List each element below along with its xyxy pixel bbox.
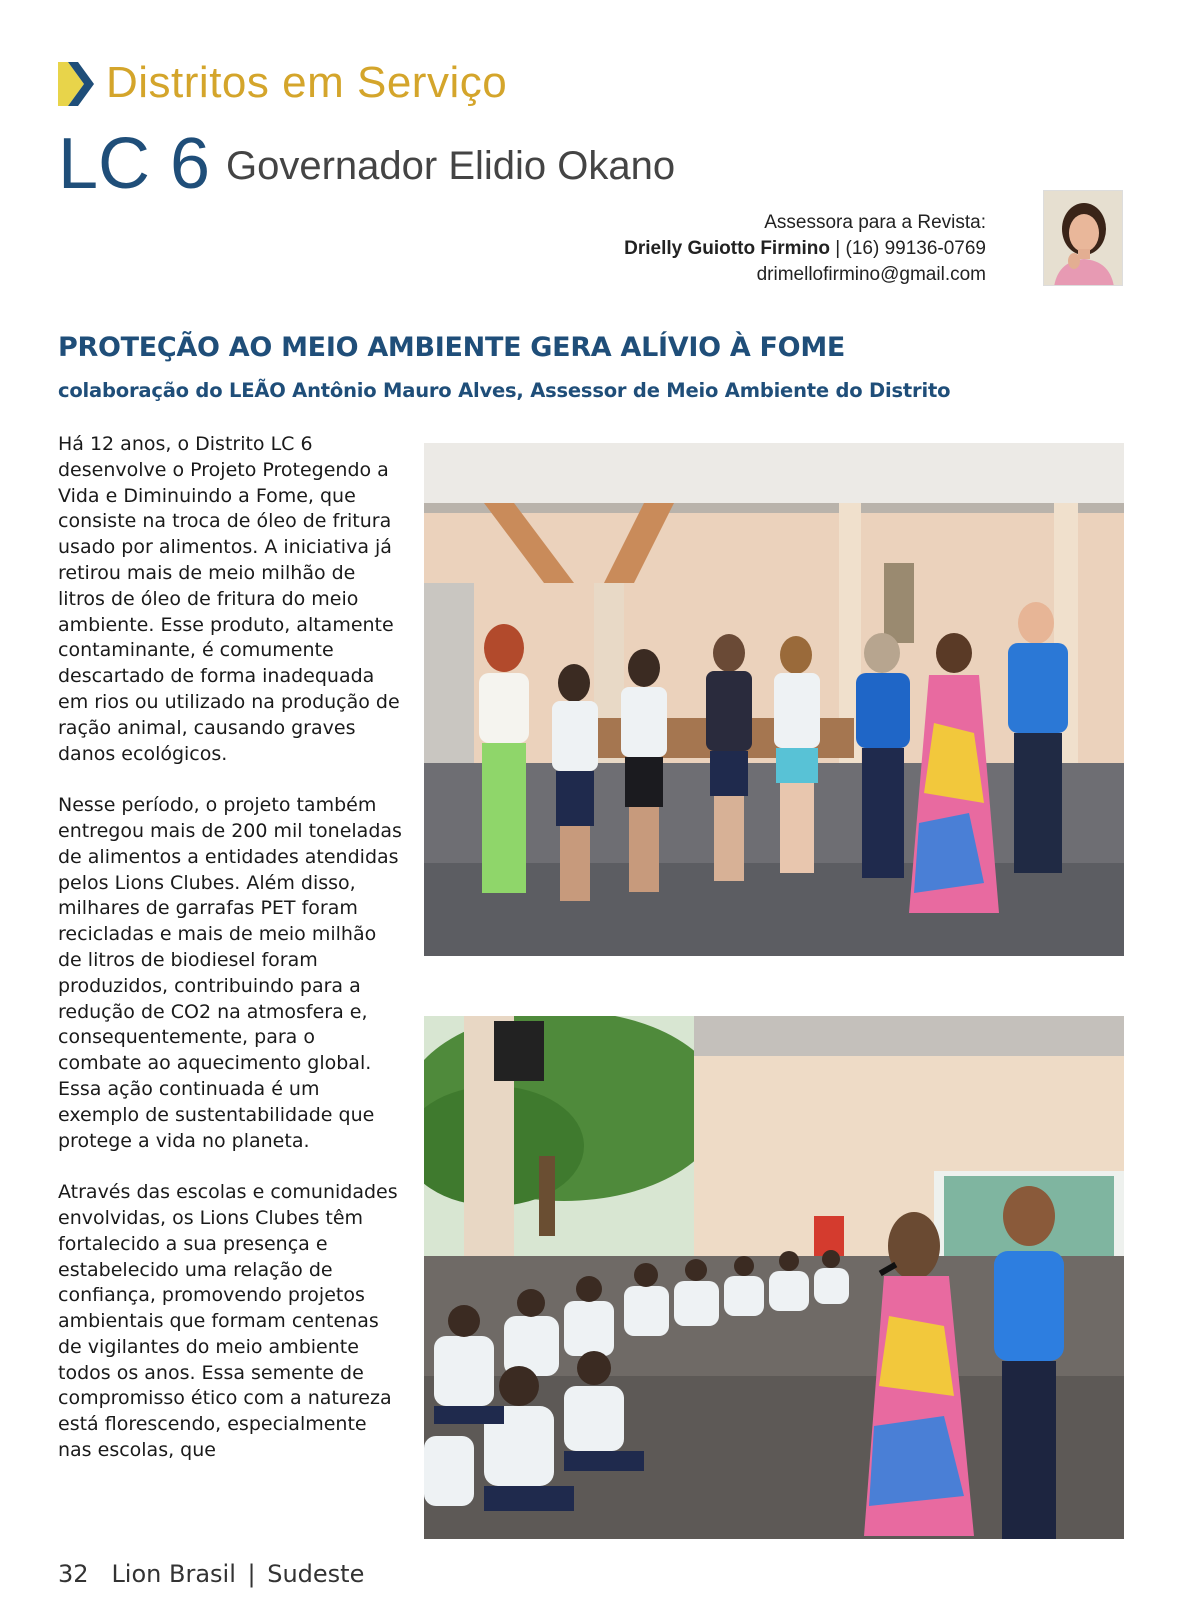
page-footer: 32 Lion Brasil | Sudeste xyxy=(58,1560,365,1588)
section-title: Distritos em Serviço xyxy=(106,58,508,107)
students-photo xyxy=(424,1016,1124,1539)
assessor-contact xyxy=(624,236,986,262)
assessor-phone: | (16) 99136-0769 xyxy=(835,238,986,259)
article-headline: PROTEÇÃO AO MEIO AMBIENTE GERA ALÍVIO À FOME xyxy=(58,332,846,363)
assessor-portrait xyxy=(1043,190,1123,286)
article-byline: colaboração do LEÃO Antônio Mauro Alves, Assessor de Meio Ambiente do Distrito xyxy=(58,379,951,402)
assessor-email: drimellofirmino@gmail.com xyxy=(756,264,986,285)
group-photo xyxy=(424,443,1124,956)
governor-name: Governador Elidio Okano xyxy=(226,144,676,188)
magazine-region: Sudeste xyxy=(267,1560,365,1588)
article-paragraph: Nesse período, o projeto também entregou mais de 200 mil toneladas de alimentos a entidades atendidas pelos Lions Clubes. Além disso, milhares de garrafas PET foram recicladas e mais de meio milhão de litros de biodiesel foram produzidos, contribuindo para a redução de CO2 na atmosfera e, consequentemente, para o combate ao aquecimento global. Essa ação continuada é um exemplo de sustentabilidade que protege a vida no planeta. xyxy=(58,794,402,1152)
article-paragraph: Através das escolas e comunidades envolvidas, os Lions Clubes têm fortalecido a sua presença e estabelecido uma relação de confiança, promovendo projetos ambientais que formam centenas de vigilantes do meio ambiente todos os anos. Essa semente de compromisso ético com a natureza está florescendo, especialmente nas escolas, que xyxy=(58,1181,398,1462)
assessor-role: Assessora para a Revista: xyxy=(764,212,986,233)
article-body xyxy=(58,432,403,1490)
section-arrow-icon xyxy=(58,62,98,106)
magazine-name: Lion Brasil xyxy=(111,1560,236,1588)
district-number: LC 6 xyxy=(58,124,211,204)
article-paragraph: Há 12 anos, o Distrito LC 6 desenvolve o Projeto Protegendo a Vida e Diminuindo a Fome, que consiste na troca de óleo de fritura usado por alimentos. A iniciativa já retirou mais de meio milhão de litros de óleo de fritura do meio ambiente. Esse produto, altamente contaminante, é comumente descartado de forma inadequada em rios ou utilizado na produção de ração animal, causando graves danos ecológicos. xyxy=(58,433,400,765)
page-number: 32 xyxy=(58,1560,89,1588)
assessor-name: Drielly Guiotto Firmino xyxy=(624,238,830,259)
assessor-credit xyxy=(624,210,986,288)
